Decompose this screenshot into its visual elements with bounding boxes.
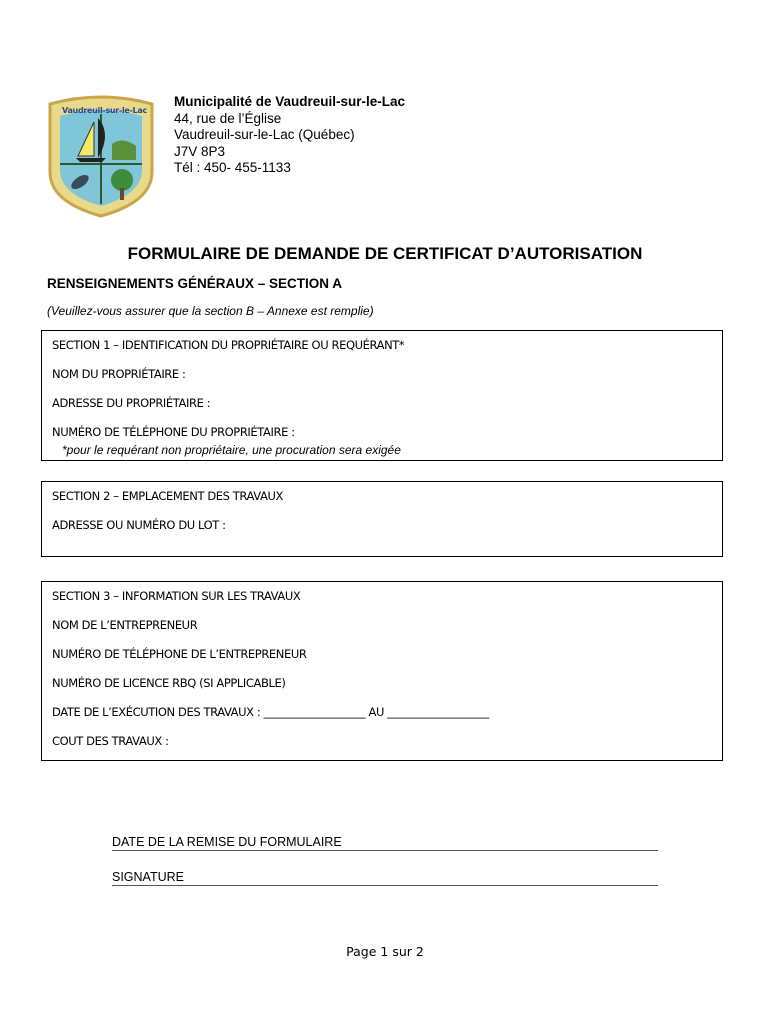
section-a-heading: RENSEIGNEMENTS GÉNÉRAUX – SECTION A [47,276,343,291]
section-2-box [41,481,723,557]
work-dates-field[interactable]: DATE DE L’EXÉCUTION DES TRAVAUX : ___________________ AU ___________________ [52,705,489,719]
page-number: Page 1 sur 2 [346,944,424,959]
form-title: FORMULAIRE DE DEMANDE DE CERTIFICAT D’AUTORISATION [127,244,643,263]
contractor-name-field[interactable]: NOM DE L’ENTREPRENEUR [52,618,198,632]
section-3-heading: SECTION 3 – INFORMATION SUR LES TRAVAUX [52,589,301,603]
owner-name-field[interactable]: NOM DU PROPRIÉTAIRE : [52,367,186,381]
section-1-heading: SECTION 1 – IDENTIFICATION DU PROPRIÉTAIRE OU REQUÉRANT* [52,338,405,352]
logo-text: Vaudreuil-sur-le-Lac [62,106,147,115]
municipality-name: Municipalité de Vaudreuil-sur-le-Lac [174,94,406,109]
owner-phone-field[interactable]: NUMÉRO DE TÉLÉPHONE DU PROPRIÉTAIRE : [52,425,295,439]
municipality-phone: Tél : 450- 455-1133 [174,160,291,175]
proxy-footnote: *pour le requérant non propriétaire, une procuration sera exigée [62,443,401,457]
section-1-box [41,330,723,461]
municipality-city: Vaudreuil-sur-le-Lac (Québec) [174,127,355,142]
signature-field[interactable]: SIGNATURE [112,870,658,886]
section-3-box [41,581,723,761]
municipality-postal: J7V 8P3 [174,143,226,159]
submit-date-field[interactable]: DATE DE LA REMISE DU FORMULAIRE [112,835,658,851]
work-cost-field[interactable]: COUT DES TRAVAUX : [52,734,169,748]
annex-note: (Veuillez-vous assurer que la section B – Annexe est remplie) [47,304,374,318]
municipality-header [174,94,405,177]
contractor-phone-field[interactable]: NUMÉRO DE TÉLÉPHONE DE L’ENTREPRENEUR [52,647,307,661]
rbq-license-field[interactable]: NUMÉRO DE LICENCE RBQ (SI APPLICABLE) [52,676,286,690]
section-2-heading: SECTION 2 – EMPLACEMENT DES TRAVAUX [52,489,283,503]
municipal-crest-icon [42,94,160,218]
owner-address-field[interactable]: ADRESSE DU PROPRIÉTAIRE : [52,396,211,410]
municipality-address: 44, rue de l’Église [174,110,282,126]
address-lot-field[interactable]: ADRESSE OU NUMÉRO DU LOT : [52,518,226,532]
